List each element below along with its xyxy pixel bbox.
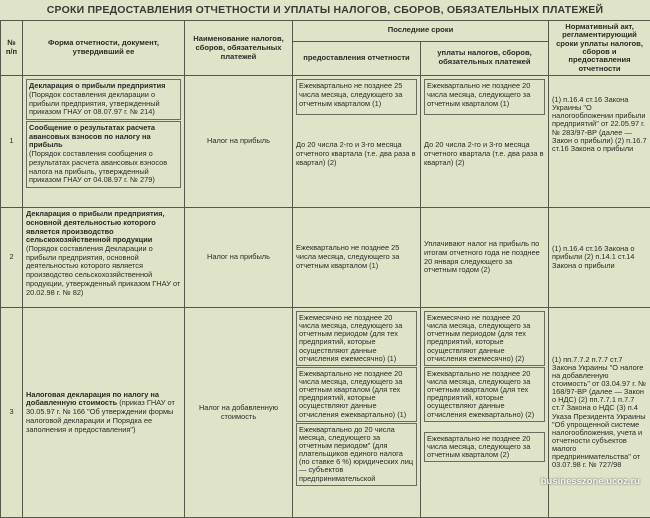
row-payment: Уплачивают налог на прибыль по итогам отчетного года не позднее 20 января следующего за отчетным годом (2): [421, 208, 549, 308]
row-num: 3: [1, 308, 23, 518]
table-row: [1, 208, 650, 308]
header-norm-act: Нормативный акт, регламентирующий сроки уплаты налогов, сборов и предоставления отчетности: [549, 21, 650, 76]
form-description: (Порядок составления сообщения о результатах расчета авансовых взносов налога на прибыль, утвержденный приказом ГНАУ от 04.08.97 г. № 279): [29, 149, 167, 184]
form-title: Декларация о прибыли предприятия, основной деятельностью которого является производство сельскохозяйственной продукции: [26, 209, 165, 244]
row-norm-act: (1) п.16.4 ст.16 Закона о прибыли (2) п.14.1 ст.14 Закона о прибыли: [549, 208, 650, 308]
row-payment-cell: [421, 308, 549, 518]
header-tax-name: Наименование налогов, сборов, обязательных платежей: [185, 21, 293, 76]
form-description: (приказ ГНАУ от 30.05.97 г. № 166 "Об утверждении формы налоговой декларации и Порядка ее заполнения и предоставления"): [26, 398, 175, 433]
row-form-cell: [23, 208, 185, 308]
payment-term: Ежемесячно не позднее 20 числа месяца, следующего за отчетным периодом (для тех предприятий, которые осуществляют данные отчисления ежемесячно) (2): [424, 311, 545, 366]
deadlines-table: [0, 20, 650, 518]
form-description: (Порядок составления декларации о прибыли предприятия, утвержденный приказом ГНАУ от 08.07.97 г. № 214): [29, 90, 160, 116]
payment-term: Ежеквартально не позднее 20 числа месяца, следующего за отчетным кварталом (2): [424, 432, 545, 462]
form-title: Сообщение о результатах расчета авансовых взносов по налогу на прибыль: [29, 123, 155, 149]
submit-term: Ежеквартально не позднее 25 числа месяца, следующего за отчетным кварталом (1): [296, 79, 417, 115]
header-last-dates: Последние сроки: [293, 21, 549, 42]
site-watermark: businesszone.ucoz.ru: [541, 476, 640, 487]
row-norm-act: (1) пп.7.7.2 п.7.7 ст.7 Закона Украины "О налоге на добавленную стоимость" от 03.04.97 г. № 168/97-ВР (далее — Закон о НДС) (2) пп.7.7.1 п.7.7 ст.7 Закона о НДС (3) п.4 Указа Президента Украины "Об упрощенной системе налогообложения, учета и отчетности субъектов малого предпринимательства" от 03.07.98 г. № 727/98: [549, 308, 650, 518]
row-tax: Налог на прибыль: [185, 76, 293, 208]
payment-term: До 20 числа 2-го и 3-го месяца отчетного квартала (т.е. два раза в квартал) (2): [424, 141, 545, 167]
row-submit-cell: [293, 308, 421, 518]
submit-term: До 20 числа 2-го и 3-го месяца отчетного квартала (т.е. два раза в квартал) (2): [296, 141, 417, 167]
form-description: (Порядок составления Декларации о прибыли предприятия, основной деятельностью которого является производство сельскохозяйственной продукции, утвержденный приказом ГНАУ от 20.02.98 г. № 82): [26, 244, 180, 297]
header-submit: предоставления отчетности: [293, 41, 421, 75]
submit-term: Ежеквартально не позднее 20 числа месяца, следующего за отчетным кварталом (для тех предприятий, которые осуществляют данные отчисления ежеквартально) (1): [296, 367, 417, 422]
header-num: № п/п: [1, 21, 23, 76]
row-tax: Налог на прибыль: [185, 208, 293, 308]
header-form: Форма отчетности, документ, утвердивший ее: [23, 21, 185, 76]
payment-term: Ежеквартально не позднее 20 числа месяца, следующего за отчетным кварталом (для тех предприятий, которые осуществляют данные отчисления ежеквартально) (2): [424, 367, 545, 422]
row-form-cell: [23, 308, 185, 518]
submit-term: Ежеквартально до 20 числа месяца, следующего за отчетным периодом" (для плательщиков единого налога (по ставке 6 %) юридических лиц — субъектов предпринимательской: [296, 423, 417, 486]
row-num: 1: [1, 76, 23, 208]
row-payment-cell: [421, 76, 549, 208]
row-submit: Ежеквартально не позднее 25 числа месяца, следующего за отчетным кварталом (1): [293, 208, 421, 308]
row-tax: Налог на добавленную стоимость: [185, 308, 293, 518]
row-submit-cell: [293, 76, 421, 208]
form-title: Налоговая декларация по налогу на добавленную стоимость: [26, 390, 159, 408]
header-payment: уплаты налогов, сборов, обязательных платежей: [421, 41, 549, 75]
row-num: 2: [1, 208, 23, 308]
form-title: Декларация о прибыли предприятия: [29, 81, 166, 90]
table-row: [1, 76, 650, 208]
submit-term: Ежемесячно не позднее 20 числа месяца, следующего за отчетным периодом (для тех предприятий, которые осуществляют данные отчисления ежемесячно) (1): [296, 311, 417, 366]
row-norm-act: (1) п.16.4 ст.16 Закона Украины "О налогообложении прибыли предприятий" от 22.05.97 г. № 283/97-ВР (далее — Закон о прибыли) (2) п.16.7 ст.16 Закона о прибыли: [549, 76, 650, 208]
row-form-cell: [23, 76, 185, 208]
payment-term: Ежеквартально не позднее 20 числа месяца, следующего за отчетным кварталом (1): [424, 79, 545, 115]
page-title: СРОКИ ПРЕДОСТАВЛЕНИЯ ОТЧЕТНОСТИ И УПЛАТЫ НАЛОГОВ, СБОРОВ, ОБЯЗАТЕЛЬНЫХ ПЛАТЕЖЕЙ: [0, 4, 650, 16]
